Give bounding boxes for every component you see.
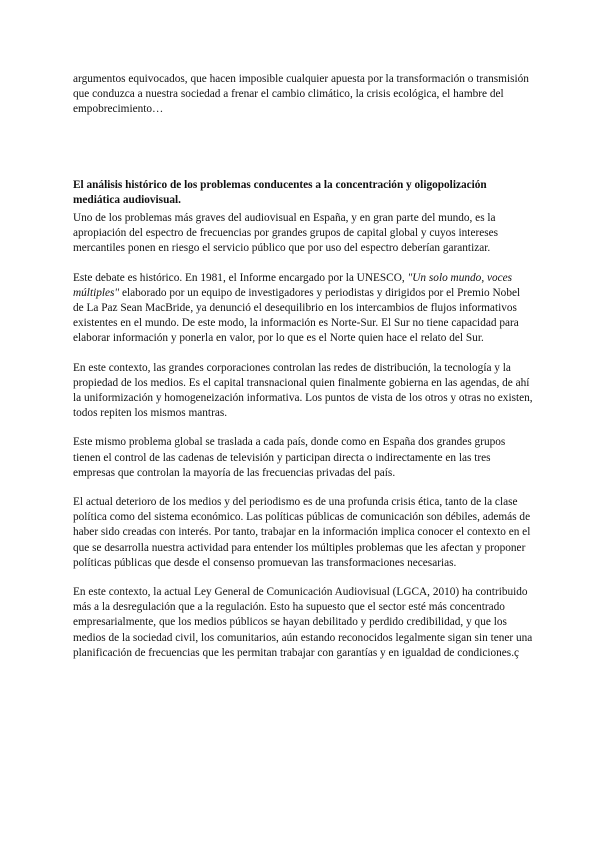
section-heading: El análisis histórico de los problemas conducentes a la concentración y oligopolización mediática audiovisual. [73, 179, 487, 207]
intro-section [73, 72, 533, 118]
paragraph-spectrum: Uno de los problemas más graves del audiovisual en España, y en gran parte del mundo, es la apropiación del espectro de frecuencias por grandes grupos de capital global y cuyos intereses mercantiles ponen en riesgo el servicio público que por uso del espectro deberían garantizar. [73, 212, 499, 255]
intro-paragraph: argumentos equivocados, que hacen imposible cualquier apuesta por la transformación o transmisión que conduzca a nuestra sociedad a frenar el cambio climático, la crisis ecológica, el hambre del empobrecimiento… [73, 73, 529, 116]
paragraph-corporations: En este contexto, las grandes corporaciones controlan las redes de distribución, la tecnología y la propiedad de los medios. Es el capital transnacional quien finalmente gobierna en las agendas, de ahí la uniformización y homogeneización informativa. Los puntos de vista de los otros y otras no existen, todos repiten los mismos mantras. [73, 361, 533, 420]
paragraph-unesco-after: elaborado por un equipo de investigadores y periodistas y dirigidos por el Premio Nobel de La Paz Sean MacBride, ya denunció el desequilibrio en los intercambios de flujos informativos existentes en el mundo. De este modo, la información es Norte-Sur. El Sur no tiene capacidad para elaborar información y ponerla en valor, por lo que es el Norte quien hace el relato del Sur. [73, 286, 521, 345]
paragraph-crisis: El actual deterioro de los medios y del periodismo es de una profunda crisis ética, tanto de la clase política como del sistema económico. Las políticas públicas de comunicación son débiles, además de haber sido creadas con interés. Por tanto, trabajar en la información implica conocer el contexto en el que se desarrolla nuestra actividad para entender los múltiples problemas que les afectan y proponer políticas públicas que desde el consenso promuevan las transformaciones necesarias. [73, 496, 531, 569]
paragraph-unesco [73, 271, 533, 347]
report-title-quote: "Un solo mundo, voces múltiples" [73, 271, 513, 299]
paragraph-country: Este mismo problema global se traslada a cada país, donde como en España dos grandes grupos tienen el control de las cadenas de televisión y participan directa o indirectamente en las tres empresas que controlan la mayoría de las frecuencias privadas del país. [73, 436, 506, 479]
body-section [73, 211, 533, 675]
paragraph-unesco-before: Este debate es histórico. En 1981, el Informe encargado por la UNESCO, [73, 271, 408, 284]
paragraph-lgca: En este contexto, la actual Ley General de Comunicación Audiovisual (LGCA, 2010) ha contribuido más a la desregulación que a la regulación. Esto ha supuesto que el sector esté más concentrado empresarialmente, que los medios públicos se hayan debilitado y perdido credibilidad, y que los medios de la sociedad civil, los comunitarios, aún estando reconocidos legalmente sigan sin tener una planificación de frecuencias que les permitan trabajar con garantías y en igualdad de condiciones.ç [73, 586, 533, 659]
